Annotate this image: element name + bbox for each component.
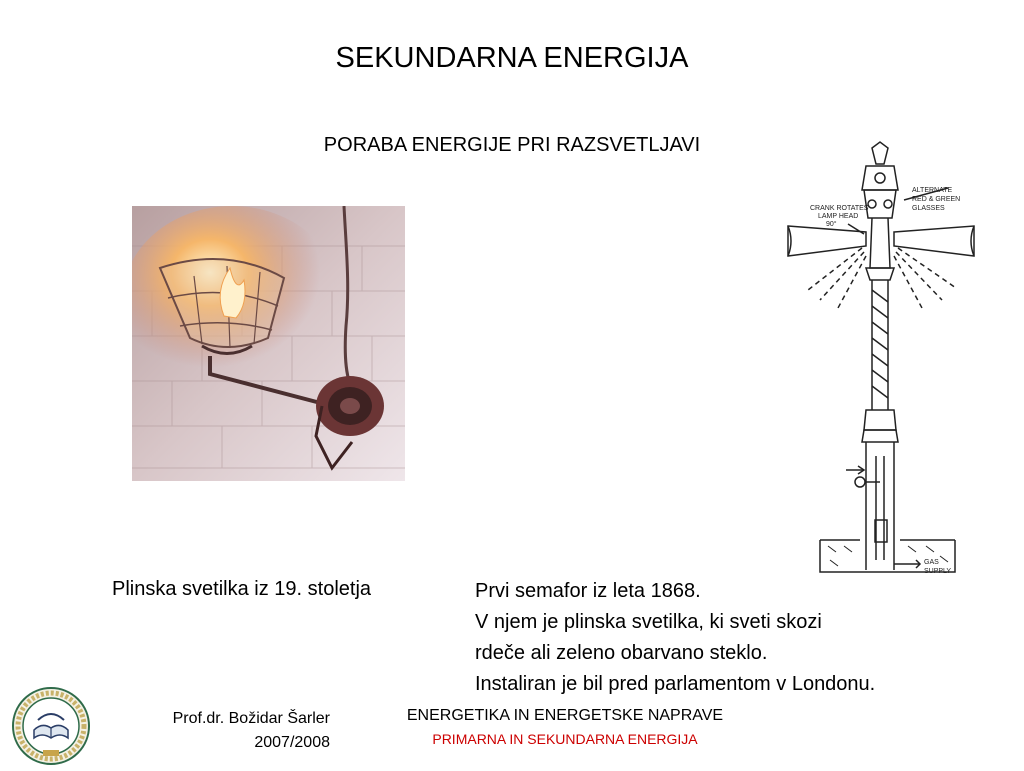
footer-course-title: ENERGETIKA IN ENERGETSKE NAPRAVE [406,707,724,724]
slide-subtitle: PORABA ENERGIJE PRI RAZSVETLJAVI [323,134,701,156]
author-name: Prof.dr. Božidar Šarler [172,710,330,727]
sketch-label-supply-1: GAS [924,559,939,566]
gas-semaphore-drawing [780,140,985,600]
sketch-label-glasses-3: GLASSES [912,205,945,212]
caption-line: Prvi semafor iz leta 1868. [475,580,701,602]
slide-title: SEKUNDARNA ENERGIJA [335,42,689,74]
caption-semaphore [475,576,875,700]
sketch-label-glasses-2: RED & GREEN [912,196,961,203]
gas-wall-lamp-photo [132,206,405,481]
caption-gas-lamp: Plinska svetilka iz 19. stoletja [112,578,372,600]
footer-author-block [173,707,330,755]
academic-year: 2007/2008 [254,734,330,751]
caption-line: rdeče ali zeleno obarvano steklo. [475,642,768,664]
caption-line: V njem je plinska svetilka, ki sveti skozi [475,611,822,633]
sketch-label-crank-1: CRANK ROTATES [810,205,869,212]
footer-course-subtitle: PRIMARNA IN SEKUNDARNA ENERGIJA [432,731,698,747]
sketch-label-crank-2: LAMP HEAD [818,213,859,220]
university-seal-logo [8,686,94,766]
caption-line: Instaliran je bil pred parlamentom v Londonu. [475,673,876,695]
sketch-label-crank-3: 90° [826,221,837,228]
sketch-label-glasses-1: ALTERNATE [912,187,953,194]
sketch-label-supply-2: SUPPLY [924,568,952,575]
